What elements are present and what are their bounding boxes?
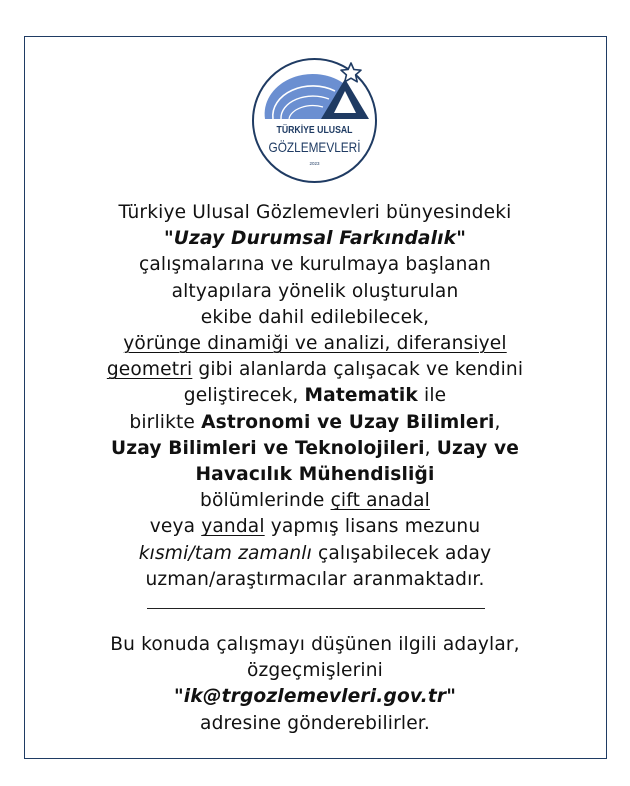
contact-line-4: adresine gönderebilirler. — [200, 712, 430, 734]
double-major: çift anadal — [330, 490, 430, 512]
contact-email[interactable]: "ik@trgozlemevleri.gov.tr" — [173, 686, 457, 708]
major-space-technologies: Uzay Bilimleri ve Teknolojileri — [110, 437, 425, 459]
body-line-10: Uzay Bilimleri ve Teknolojileri, Uzay ve — [110, 437, 520, 459]
logo-year: 2023 — [309, 161, 320, 166]
logo-name-line2: GÖZLEMEVLERİ — [268, 139, 378, 155]
body-line-9: birlikte Astronomi ve Uzay Bilimleri, — [129, 411, 501, 433]
field-geometry: geometri — [106, 359, 193, 381]
contact-line-2: özgeçmişlerini — [246, 660, 384, 682]
major-aerospace-part1: Uzay ve — [436, 437, 520, 459]
major-astronomy: Astronomi ve Uzay Bilimleri — [201, 411, 495, 433]
intro-line: Türkiye Ulusal Gözlemevleri bünyesindeki — [118, 202, 512, 223]
body-line-5: ekibe dahil edilebilecek, — [200, 306, 430, 328]
minor: yandal — [201, 516, 265, 538]
major-mathematics: Matematik — [304, 385, 418, 407]
observatory-logo — [251, 57, 378, 184]
logo-name-line1: TÜRKİYE ULUSAL — [276, 124, 369, 136]
work-type: kısmi/tam zamanlı — [138, 542, 312, 564]
announcement-body — [30, 200, 600, 593]
body-line-4: altyapılara yönelik oluşturulan — [171, 280, 459, 302]
body-line-7: geometri gibi alanlarda çalışacak ve kendini — [106, 359, 524, 381]
field-orbital-dynamics: yörünge dinamiği ve analizi, diferansiyel — [123, 333, 507, 355]
major-aerospace-part2: Havacılık Mühendisliği — [195, 464, 435, 486]
body-line-3: çalışmalarına ve kurulmaya başlanan — [138, 254, 491, 276]
body-line-13: veya yandal yapmış lisans mezunu — [149, 516, 481, 538]
program-title: "Uzay Durumsal Farkındalık" — [163, 228, 467, 250]
body-line-14: kısmi/tam zamanlı çalışabilecek aday — [138, 542, 492, 564]
body-line-15: uzman/araştırmacılar aranmaktadır. — [145, 568, 485, 590]
body-line-12: bölümlerinde çift anadal — [200, 490, 430, 512]
contact-line-1: Bu konuda çalışmayı düşünen ilgili adaylar, — [110, 634, 520, 655]
contact-section — [30, 632, 600, 737]
section-divider — [147, 608, 485, 609]
body-line-8: geliştirecek, Matematik ile — [183, 385, 447, 407]
